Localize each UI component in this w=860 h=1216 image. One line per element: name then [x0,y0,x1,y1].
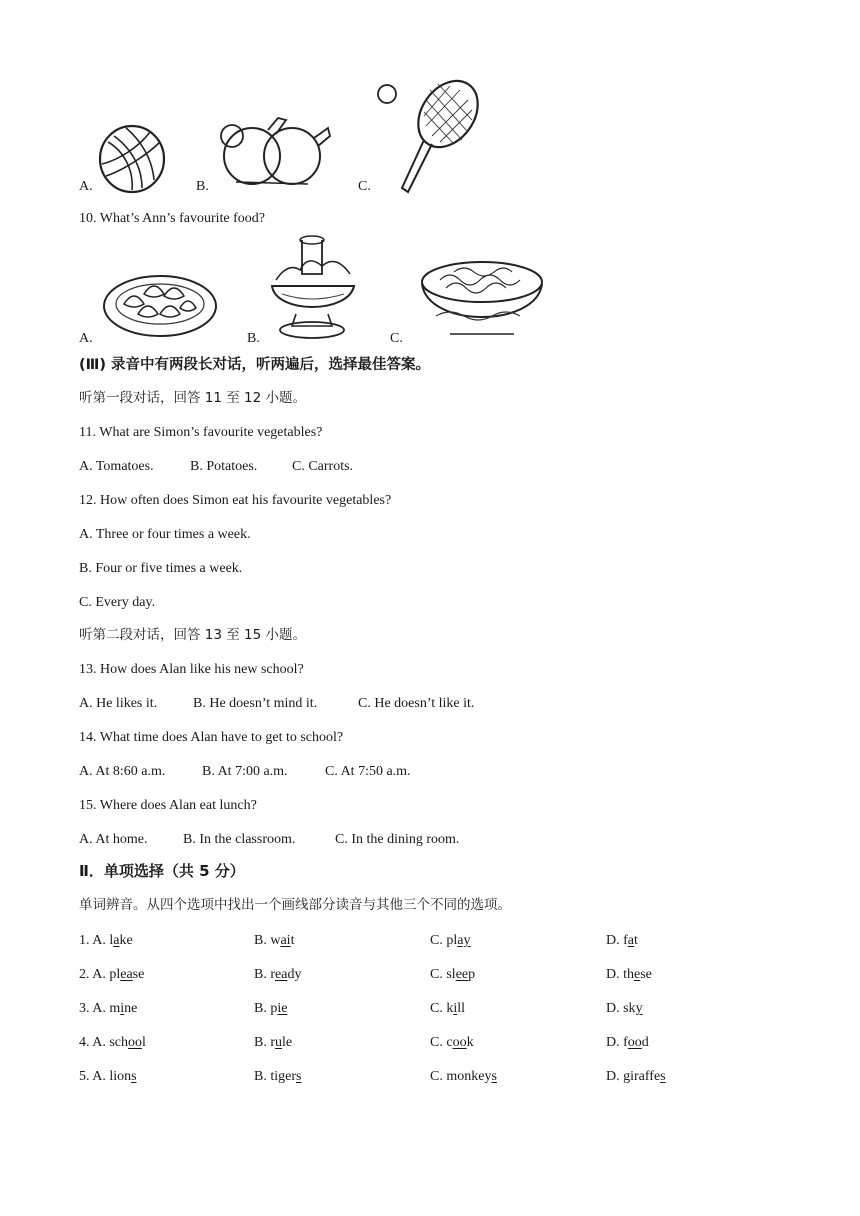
word-option-text: D. f [606,933,628,948]
word-option-text: dy [287,967,302,982]
word-option [254,968,301,982]
word-option-text: 1. A. l [79,933,114,948]
underlined-letters: oo [452,1035,467,1050]
q11-option-c: C. Carrots. [292,459,354,474]
q14-option-c: C. At 7:50 a.m. [325,764,411,779]
underlined-letters: i [120,1001,125,1016]
word-option-text: B. r [254,1035,275,1050]
q11-option-a: A. Tomatoes. [79,459,154,474]
word-option-text: D. sk [606,1001,636,1016]
dialog-2-intro: 听第二段对话，回答 13 至 15 小题。 [79,627,307,643]
q13-option-a: A. He likes it. [79,696,158,711]
underlined-letters: s [296,1069,302,1084]
word-option [606,1070,666,1084]
volleyball-image [98,124,170,194]
underlined-letters: s [131,1069,137,1084]
q12-option-b: B. Four or five times a week. [79,561,243,576]
q13-option-b: B. He doesn’t mind it. [193,696,318,711]
word-option-text: 4. A. sch [79,1035,128,1050]
word-option-text: t [634,933,638,948]
word-option [430,1002,465,1016]
word-option [254,1002,287,1016]
word-option [430,968,475,982]
q13-option-c: C. He doesn’t like it. [358,696,475,711]
word-option-text: B. p [254,1001,278,1016]
q15-option-c: C. In the dining room. [335,832,460,847]
noodles-image [416,258,546,344]
word-option-text: 5. A. lion [79,1069,132,1084]
part-2-instruction: 单词辨音。从四个选项中找出一个画线部分读音与其他三个不同的选项。 [79,897,511,913]
underlined-letters: s [491,1069,497,1084]
word-option-text: B. tiger [254,1069,296,1084]
q11-option-b: B. Potatoes. [190,459,258,474]
q14-option-b: B. At 7:00 a.m. [202,764,288,779]
word-option [79,1002,137,1016]
word-option-text: 3. A. m [79,1001,121,1016]
word-option-text: C. pl [430,933,458,948]
underlined-letters: e [634,967,641,982]
question-13: 13. How does Alan like his new school? [79,662,304,677]
dialog-1-intro: 听第一段对话，回答 11 至 12 小题。 [79,390,307,406]
word-option-text: D. giraffe [606,1069,661,1084]
underlined-letters: oo [128,1035,142,1050]
word-option-text: C. k [430,1001,454,1016]
word-option-text: p [468,967,476,982]
underlined-letters: u [275,1035,282,1050]
section-3-heading: (Ⅲ) 录音中有两段长对话，听两遍后，选择最佳答案。 [79,357,431,373]
word-option [430,1036,474,1050]
q12-option-a: A. Three or four times a week. [79,527,251,542]
underlined-letters: ie [277,1001,288,1016]
word-option [606,1002,643,1016]
word-option [254,1070,301,1084]
q14-option-a: A. At 8:60 a.m. [79,764,166,779]
underlined-letters: ea [120,967,133,982]
question-11: 11. What are Simon’s favourite vegetables? [79,425,323,440]
word-option-text: 2. A. pl [79,967,121,982]
q10-question: 10. What’s Ann’s favourite food? [79,211,265,226]
underlined-letters: ai [280,933,291,948]
underlined-letters: ea [275,967,288,982]
word-option-text: ne [124,1001,138,1016]
word-option-text: le [282,1035,293,1050]
word-option [79,968,144,982]
word-option-text: B. w [254,933,281,948]
word-option [254,1036,292,1050]
word-option-text: B. r [254,967,275,982]
tennis-image [376,76,482,194]
word-option-text: C. monkey [430,1069,492,1084]
q12-option-c: C. Every day. [79,595,156,610]
dumplings-image [100,264,220,342]
underlined-letters: i [453,1001,458,1016]
word-option-text: ke [119,933,133,948]
underlined-letters: a [113,933,120,948]
q10-option-c-label: C. [390,331,403,346]
q9-option-c-label: C. [358,179,371,194]
word-option [79,1070,137,1084]
word-option-text: k [466,1035,474,1050]
underlined-letters: a [627,933,634,948]
word-option [79,1036,146,1050]
word-option [606,968,652,982]
word-option-text: t [290,933,295,948]
underlined-letters: ee [455,967,469,982]
word-option [606,1036,649,1050]
word-option [606,934,638,948]
ping-pong-image [216,114,332,192]
part-2-heading: Ⅱ．单项选择（共 5 分） [79,862,245,880]
q15-option-a: A. At home. [79,832,148,847]
word-option-text: C. c [430,1035,453,1050]
word-option-text: D. th [606,967,634,982]
word-option-text: d [641,1035,649,1050]
question-14: 14. What time does Alan have to get to school? [79,730,344,745]
hot-pot-image [266,234,362,342]
word-option-text: C. sl [430,967,456,982]
question-12: 12. How often does Simon eat his favourite vegetables? [79,493,392,508]
underlined-letters: y [635,1001,643,1016]
word-option [254,934,294,948]
word-option-text: se [132,967,145,982]
q9-option-a-label: A. [79,179,93,194]
underlined-letters: ay [457,933,471,948]
q10-option-b-label: B. [247,331,260,346]
word-option-text: se [640,967,652,982]
word-option [430,1070,497,1084]
word-option-text: ll [457,1001,466,1016]
word-option-text: D. f [606,1035,628,1050]
q15-option-b: B. In the classroom. [183,832,296,847]
q9-option-b-label: B. [196,179,209,194]
word-option-text: l [142,1035,146,1050]
word-option [79,934,133,948]
underlined-letters: s [660,1069,666,1084]
word-option [430,934,470,948]
underlined-letters: oo [627,1035,642,1050]
q10-option-a-label: A. [79,331,93,346]
question-15: 15. Where does Alan eat lunch? [79,798,257,813]
